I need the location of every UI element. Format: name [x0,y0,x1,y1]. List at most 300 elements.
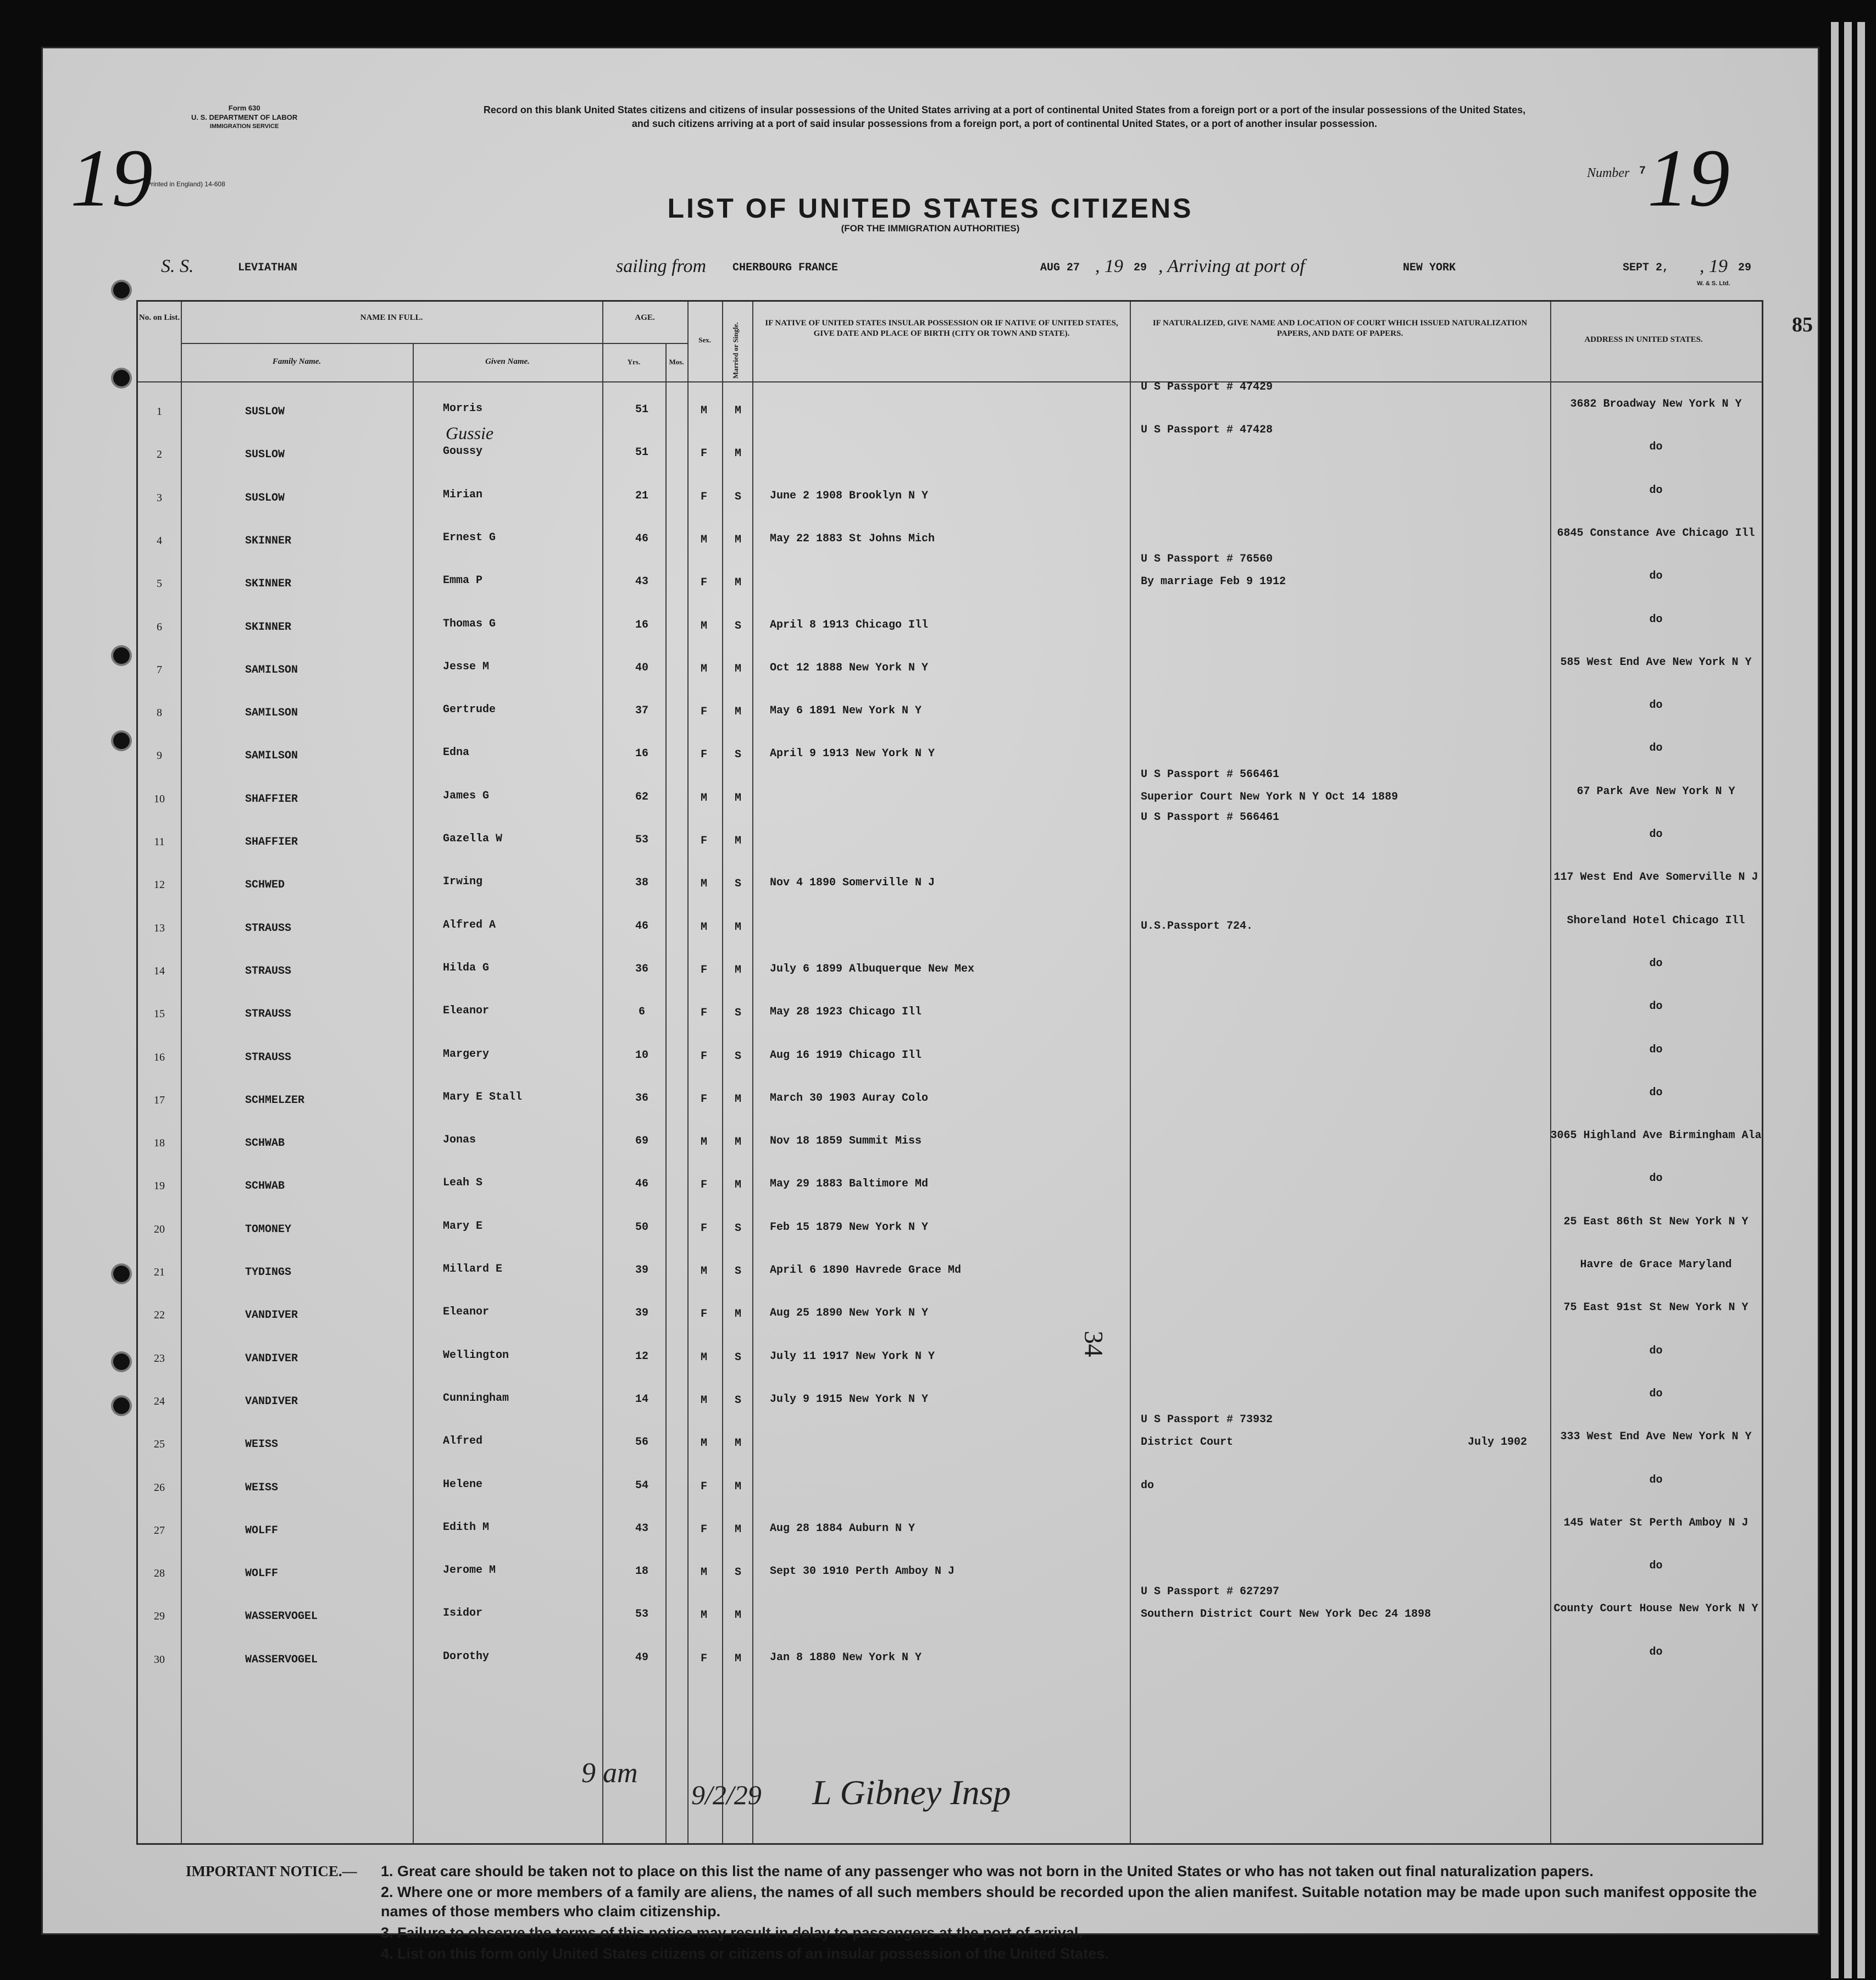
signature-date: 9/2/29 [691,1779,762,1810]
marital-status: M [734,1609,741,1622]
department-line1: U. S. DEPARTMENT OF LABOR [191,113,298,121]
table-row [138,898,1762,941]
birth-info: Nov 4 1890 Somerville N J [770,877,935,890]
given-name: Gazella W [443,833,503,845]
family-name: WASSERVOGEL [245,1653,318,1666]
sex: F [700,1092,707,1106]
birth-info: May 28 1923 Chicago Ill [770,1006,922,1019]
notice-item-3: 3. Failure to observe the terms of this notice may result in delay to passengers at the port of arrival. [381,1924,1083,1941]
list-number: 22 [154,1309,165,1322]
marital-status: S [734,1265,741,1278]
us-address: do [1649,1645,1663,1659]
marital-status: S [734,1050,741,1063]
sex: F [700,1007,707,1020]
list-number: 25 [154,1438,165,1451]
table-row [138,468,1762,511]
age: 16 [635,618,648,631]
sex: M [700,1566,707,1579]
us-address: Havre de Grace Maryland [1580,1258,1732,1271]
sex: M [700,662,707,675]
table-row [138,725,1762,768]
marital-status: M [734,447,741,461]
table-row [138,1199,1762,1242]
age: 43 [635,575,648,589]
table-row [138,553,1762,596]
age: 51 [635,446,648,459]
record-instructions: Record on this blank United States citizens and citizens of insular possessions of the United States arriving at a port of continental United States from a foreign port or a port of the insular possessions of the United States, and such citizens arriving at a port of said insular possessions from a foreign port, a port of continental United States, or a port of another insular possession. [483,104,1526,129]
table-row [138,1070,1762,1113]
given-name: Alfred A [443,918,496,931]
family-name: STRAUSS [245,1008,292,1021]
naturalization-court: Superior Court New York N Y Oct 14 1889 [1141,790,1398,803]
punch-hole [113,1266,130,1282]
age: 36 [635,1091,648,1105]
given-name: Jesse M [443,660,490,673]
family-name: WOLFF [245,1567,279,1580]
age: 37 [635,705,648,718]
given-name: Hilda G [443,961,490,974]
list-number: 14 [154,964,165,977]
department-line2: IMMIGRATION SERVICE [209,123,279,130]
us-address: 6845 Constance Ave Chicago Ill [1557,526,1755,540]
given-name: Helene [443,1478,483,1491]
naturalization-passport: U S Passport # 566461 [1141,811,1280,824]
marital-status: M [734,1437,741,1450]
family-name: SKINNER [245,534,292,547]
table-row [138,1242,1762,1285]
punch-hole [113,1354,130,1370]
list-number: 15 [154,1008,165,1020]
naturalization-passport: U S Passport # 76560 [1141,553,1273,566]
us-address: 3682 Broadway New York N Y [1570,398,1742,411]
header-naturalized: IF NATURALIZED, GIVE NAME AND LOCATION OF COURT WHICH ISSUED NATURALIZATION PAPERS, AND DATE OF PAPERS. [1152,319,1528,338]
given-name: Goussy [443,445,483,458]
family-name: WEISS [245,1438,279,1451]
page-title: LIST OF UNITED STATES CITIZENS [667,193,1194,224]
given-name: Edith M [443,1521,490,1534]
birth-info: May 29 1883 Baltimore Md [770,1178,929,1191]
arriving-label: , Arriving at port of [1158,256,1305,276]
header-sex: Sex. [698,336,711,344]
us-address: do [1649,1473,1663,1487]
page-number: 85 [1792,313,1813,336]
given-name: Isidor [443,1607,483,1620]
table-row [138,381,1762,424]
marital-status: S [734,1222,741,1235]
list-number: 3 [157,491,162,504]
notice-lead: IMPORTANT NOTICE.— [186,1863,357,1879]
sex: F [700,490,707,503]
birth-info: Aug 16 1919 Chicago Ill [770,1049,922,1062]
family-name: TOMONEY [245,1223,292,1236]
birth-info: Aug 25 1890 New York N Y [770,1307,929,1320]
list-number: 19 [154,1180,165,1193]
given-name: Leah S [443,1177,483,1190]
date-to: SEPT 2, [1623,262,1669,274]
marital-status: M [734,1652,741,1665]
family-name: STRAUSS [245,922,292,935]
handwritten-number-right: 19 [1647,132,1730,224]
table-row [138,1500,1762,1543]
sex: F [700,706,707,719]
marital-status: M [734,576,741,590]
sex: F [700,1480,707,1493]
given-name: Eleanor [443,1306,490,1319]
family-name: SUSLOW [245,406,285,418]
table-row [138,683,1762,725]
printed-note: (Printed in England) 14-608 [145,180,225,188]
sex: M [700,1136,707,1149]
list-number: 5 [157,578,162,590]
age: 46 [635,1178,648,1191]
given-name: Thomas G [443,617,496,630]
given-name: James G [443,789,490,802]
marital-status: S [734,619,741,633]
us-address: 117 West End Ave Somerville N J [1553,871,1758,884]
birth-info: Oct 12 1888 New York N Y [770,661,929,674]
us-address: do [1649,742,1663,755]
sex: M [700,1351,707,1364]
marital-status: M [734,791,741,805]
age: 21 [635,489,648,502]
birth-info: Aug 28 1884 Auburn N Y [770,1522,915,1535]
marital-status: S [734,1394,741,1407]
date-from: AUG 27 [1040,262,1080,274]
marital-status: M [734,835,741,847]
handwritten-given-name: Gussie [446,423,494,443]
age: 46 [635,919,648,933]
us-address: do [1649,570,1663,583]
naturalization-passport: U S Passport # 47429 [1141,381,1273,393]
us-address: do [1649,484,1663,497]
table-row [138,1586,1762,1629]
table-row [138,812,1762,855]
family-name: SAMILSON [245,663,298,676]
naturalization-passport: U S Passport # 73932 [1141,1413,1273,1427]
table-row [138,1414,1762,1457]
birth-info: Sept 30 1910 Perth Amboy N J [770,1565,955,1578]
family-name: VANDIVER [245,1395,298,1408]
ship-name: LEVIATHAN [238,262,298,274]
sex: M [700,404,707,417]
punch-hole [113,370,130,386]
list-number: 1 [157,406,162,418]
us-address: 585 West End Ave New York N Y [1560,656,1752,669]
list-number: 13 [154,922,165,934]
table-row [138,1543,1762,1586]
age: 10 [635,1049,648,1062]
header-age: AGE. [635,313,655,322]
birth-info: April 9 1913 New York N Y [770,747,935,761]
page-subtitle: (FOR THE IMMIGRATION AUTHORITIES) [841,223,1020,234]
header-given-name: Given Name. [485,357,530,366]
list-number: 23 [154,1352,165,1365]
given-name: Irwing [443,875,483,889]
family-name: SUSLOW [245,491,285,504]
family-name: STRAUSS [245,1051,292,1064]
list-number: 6 [157,620,162,633]
us-address: do [1649,1043,1663,1056]
naturalization-court: U.S.Passport 724. [1141,919,1253,933]
given-name: Mirian [443,488,483,501]
list-number: 2 [157,448,162,461]
given-name: Wellington [443,1349,509,1362]
naturalization-court: By marriage Feb 9 1912 [1141,575,1286,589]
family-name: SCHWAB [245,1137,285,1150]
age: 62 [635,790,648,803]
table-row [138,1285,1762,1328]
family-name: SHAFFIER [245,836,298,848]
naturalization-date: July 1902 [1468,1436,1528,1449]
list-number: 9 [157,750,162,762]
birth-info: March 30 1903 Auray Colo [770,1091,929,1105]
table-row [138,1113,1762,1156]
given-name: Eleanor [443,1005,490,1018]
age: 69 [635,1135,648,1148]
list-number: 16 [154,1051,165,1063]
naturalization-court: Southern District Court New York Dec 24 1898 [1141,1608,1431,1621]
birth-info: July 9 1915 New York N Y [770,1393,929,1406]
notice-item-4: 4. List on this form only United States citizens or citizens of an insular possession of the United States. [381,1945,1109,1962]
list-number: 24 [154,1395,165,1407]
age: 38 [635,877,648,890]
list-number: 4 [157,534,162,547]
age: 39 [635,1264,648,1277]
us-address: 25 East 86th St New York N Y [1563,1215,1749,1228]
manifest-sheet [43,48,1818,1962]
handwritten-number-left: 19 [70,132,153,224]
us-address: 145 Water St Perth Amboy N J [1563,1516,1749,1529]
sex: F [700,1222,707,1235]
us-address: 67 Park Ave New York N Y [1577,785,1735,798]
header-name-in-full: NAME IN FULL. [360,313,423,322]
age: 18 [635,1565,648,1578]
sex: F [700,1652,707,1665]
ss-label: S. S. [161,256,194,276]
number-label: Number [1587,166,1630,180]
marital-status: M [734,920,741,934]
header-yrs: Yrs. [627,358,641,366]
given-name: Ernest G [443,531,496,544]
year-to: 29 [1738,262,1752,274]
family-name: SKINNER [245,620,292,634]
family-name: SCHWED [245,879,285,892]
us-address: do [1649,441,1663,454]
marital-status: M [734,1308,741,1321]
marital-status: M [734,1480,741,1493]
marital-status: M [734,1136,741,1149]
age: 49 [635,1651,648,1664]
sex: F [700,1308,707,1321]
marital-status: M [734,1179,741,1192]
us-address: do [1649,1172,1663,1185]
age: 6 [638,1006,645,1019]
list-number: 26 [154,1481,165,1494]
table-row [138,1156,1762,1199]
header-mos: Mos. [669,358,684,366]
us-address: do [1649,828,1663,841]
punch-hole [113,1397,130,1414]
birth-info: Nov 18 1859 Summit Miss [770,1135,922,1148]
table-row [138,941,1762,984]
family-name: TYDINGS [245,1266,292,1279]
stamp-number: 34 [1079,1330,1108,1357]
birth-info: Feb 15 1879 New York N Y [770,1221,929,1234]
family-name: STRAUSS [245,964,292,978]
sex: F [700,963,707,977]
family-name: SCHMELZER [245,1094,305,1107]
us-address: do [1649,957,1663,970]
given-name: Mary E Stall [443,1090,523,1103]
page-edge-strips [1827,22,1876,1978]
year-from: 29 [1134,262,1147,274]
sex: F [700,1050,707,1063]
age: 50 [635,1221,648,1234]
us-address: do [1649,699,1663,712]
marital-status: S [734,1351,741,1364]
given-name: Alfred [443,1435,483,1448]
given-name: Cunningham [443,1391,509,1405]
age: 36 [635,962,648,975]
naturalization-court: District Court [1141,1436,1234,1449]
notice-item-2: 2. Where one or more members of a family are aliens, the names of all such members should be recorded upon the alien manifest. Suitable notation may be made upon such manifest opposite the names of those members who claim citizenship. [381,1884,1757,1920]
marital-status: M [734,1523,741,1536]
sex: F [700,447,707,461]
list-number: 8 [157,707,162,719]
sex: M [700,1437,707,1450]
table-row [138,511,1762,553]
family-name: WOLFF [245,1524,279,1537]
marital-status: M [734,963,741,977]
list-number: 18 [154,1137,165,1150]
sex: M [700,791,707,805]
header-married-single: Married or Single. [731,322,740,379]
us-address: Shoreland Hotel Chicago Ill [1567,914,1745,927]
list-number: 29 [154,1610,165,1623]
birth-info: May 6 1891 New York N Y [770,705,922,718]
us-address: do [1649,1086,1663,1099]
age: 53 [635,1608,648,1621]
marital-status: M [734,404,741,417]
us-address: do [1649,1344,1663,1357]
marital-status: S [734,1007,741,1020]
age: 43 [635,1522,648,1535]
inspector-signature [581,1744,1131,1854]
us-address: do [1649,1560,1663,1573]
sex: M [700,920,707,934]
table-row [138,1328,1762,1371]
us-address: do [1649,613,1663,626]
port-from: CHERBOURG FRANCE [732,262,839,274]
us-address: 333 West End Ave New York N Y [1560,1430,1752,1444]
table-row [138,1457,1762,1500]
given-name: Dorothy [443,1650,490,1663]
marital-status: M [734,1092,741,1106]
sex: F [700,835,707,847]
table-row [138,640,1762,683]
given-name: Jonas [443,1134,476,1147]
given-name: Gertrude [443,703,496,717]
year-prefix-from: , 19 [1095,256,1123,276]
sex: F [700,1179,707,1192]
list-number: 27 [154,1524,165,1537]
birth-info: Jan 8 1880 New York N Y [770,1651,922,1664]
age: 54 [635,1479,648,1492]
given-name: Morris [443,402,483,415]
list-number: 7 [157,663,162,676]
naturalization-passport: U S Passport # 566461 [1141,768,1280,781]
given-name: Jerome M [443,1564,496,1577]
family-name: WASSERVOGEL [245,1610,318,1623]
age: 53 [635,834,648,846]
given-name: Mary E [443,1219,483,1233]
birth-info: May 22 1883 St Johns Mich [770,532,935,545]
list-number: 28 [154,1567,165,1580]
sex: M [700,1394,707,1407]
punch-hole [113,282,130,298]
marital-status: S [734,878,741,891]
family-name: SUSLOW [245,448,285,462]
family-name: SKINNER [245,578,292,591]
naturalization-passport: U S Passport # 47428 [1141,424,1273,437]
list-number: 12 [154,879,165,891]
list-number: 20 [154,1223,165,1235]
marital-status: S [734,1566,741,1579]
voyage-line [161,256,1782,284]
us-address: County Court House New York N Y [1553,1602,1758,1616]
family-name: SCHWAB [245,1180,285,1193]
list-number: 11 [154,836,165,848]
sex: F [700,576,707,590]
us-address: 3065 Highland Ave Birmingham Ala [1550,1129,1762,1142]
list-number: 30 [154,1653,165,1666]
punch-hole [113,733,130,749]
birth-info: June 2 1908 Brooklyn N Y [770,489,929,502]
list-number: 21 [154,1266,165,1278]
age: 56 [635,1436,648,1449]
given-name: Edna [443,746,470,759]
form-identifier [191,103,297,131]
table-row [138,1027,1762,1070]
sex: F [700,748,707,762]
birth-info: July 11 1917 New York N Y [770,1350,935,1363]
header-birth: IF NATIVE OF UNITED STATES INSULAR POSSESSION OR IF NATIVE OF UNITED STATES, GIVE DATE AND PLACE OF BIRTH (CITY OR TOWN AND STATE). [765,319,1118,338]
age: 39 [635,1307,648,1320]
year-prefix-to: , 19 [1700,256,1728,276]
number-value: 7 [1639,165,1646,178]
signature-name: L Gibney Insp [812,1773,1011,1812]
header-no: No. on List. [138,313,180,322]
marital-status: M [734,706,741,719]
family-name: SAMILSON [245,750,298,763]
sex: M [700,878,707,891]
family-name: VANDIVER [245,1352,298,1365]
list-number: 10 [154,792,165,805]
family-name: SHAFFIER [245,792,298,806]
table-row [138,769,1762,812]
age: 40 [635,661,648,674]
sex: M [700,533,707,546]
table-row [138,1629,1762,1672]
us-address: do [1649,1387,1663,1400]
signature-time: 9 am [581,1757,638,1789]
sex: M [700,619,707,633]
marital-status: M [734,662,741,675]
family-name: WEISS [245,1481,279,1494]
age: 46 [635,532,648,545]
us-address: do [1649,1000,1663,1013]
table-row [138,984,1762,1027]
